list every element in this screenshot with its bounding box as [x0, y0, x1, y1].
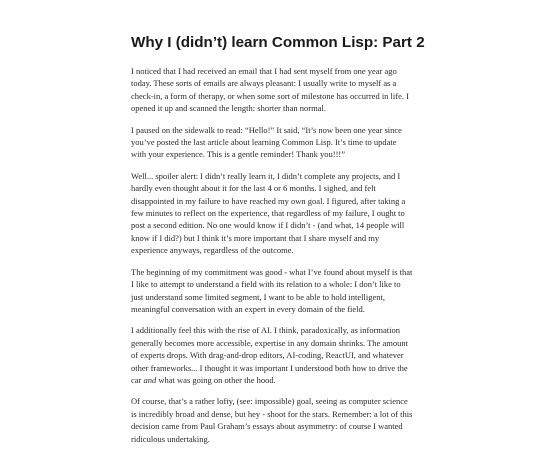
article — [131, 33, 425, 454]
article-paragraph-1: I noticed that I had received an email that I had sent myself from one year ago today. These sorts of emails are always pleasant: I usually write to myself as a check-in, a form of therapy, or when some sort of milestone has occurred in life. I opened it up and scanned the length: shorter than normal. — [131, 66, 409, 114]
article-title: Why I (didn’t) learn Common Lisp: Part 2 — [131, 34, 425, 51]
article-paragraph-6: Of course, that’s a rather lofty, (see: impossible) goal, seeing as computer science is incredibly broad and dense, but hey - shoot for the stars. Remember: a lot of this decision came from Paul Graham’s essays about asymmetry: of course I wanted ridiculous undertaking. — [131, 396, 413, 444]
article-paragraph-5: I additionally feel this with the rise of AI. I think, paradoxically, as information generally becomes more accessible, expertise in any domain shrinks. The amount of experts drops. With drag-and-drop editors, AI-coding, ReactUI, and whatever other frameworks... I thought it was important I understood both how to drive the car and what was going on other the hood. — [131, 325, 408, 385]
article-paragraph-2: I paused on the sidewalk to read: “Hello!” It said, “It’s now been one year since you’ve posted the last article about learning Common Lisp. It’s time to update with your experience. This is a gentle reminder! Thank you!!!” — [131, 124, 402, 160]
article-paragraph-3: Well... spoiler alert: I didn’t really learn it, I didn’t complete any projects, and I hardly even thought about it for the last 4 or 6 months. I sighed, and felt disappointed in my failure to have reached my own goal. I figured, after taking a few minutes to reflect on the experience, that regardless of my failure, I ought to post a second edition. No one would know if I didn’t - (and what, 14 people will know if I did?) but I think it’s more important that I share myself and my experience anyways, regardless of the outcome. — [131, 170, 406, 256]
article-paragraph-4: The beginning of my commitment was good - what I’ve found about myself is that I like to attempt to understand a field with its relation to a whole: I don’t like to just understand some limited segment, I want to be able to hold intelligent, meaningful conversation with an expert in every domain of the field. — [131, 266, 413, 314]
